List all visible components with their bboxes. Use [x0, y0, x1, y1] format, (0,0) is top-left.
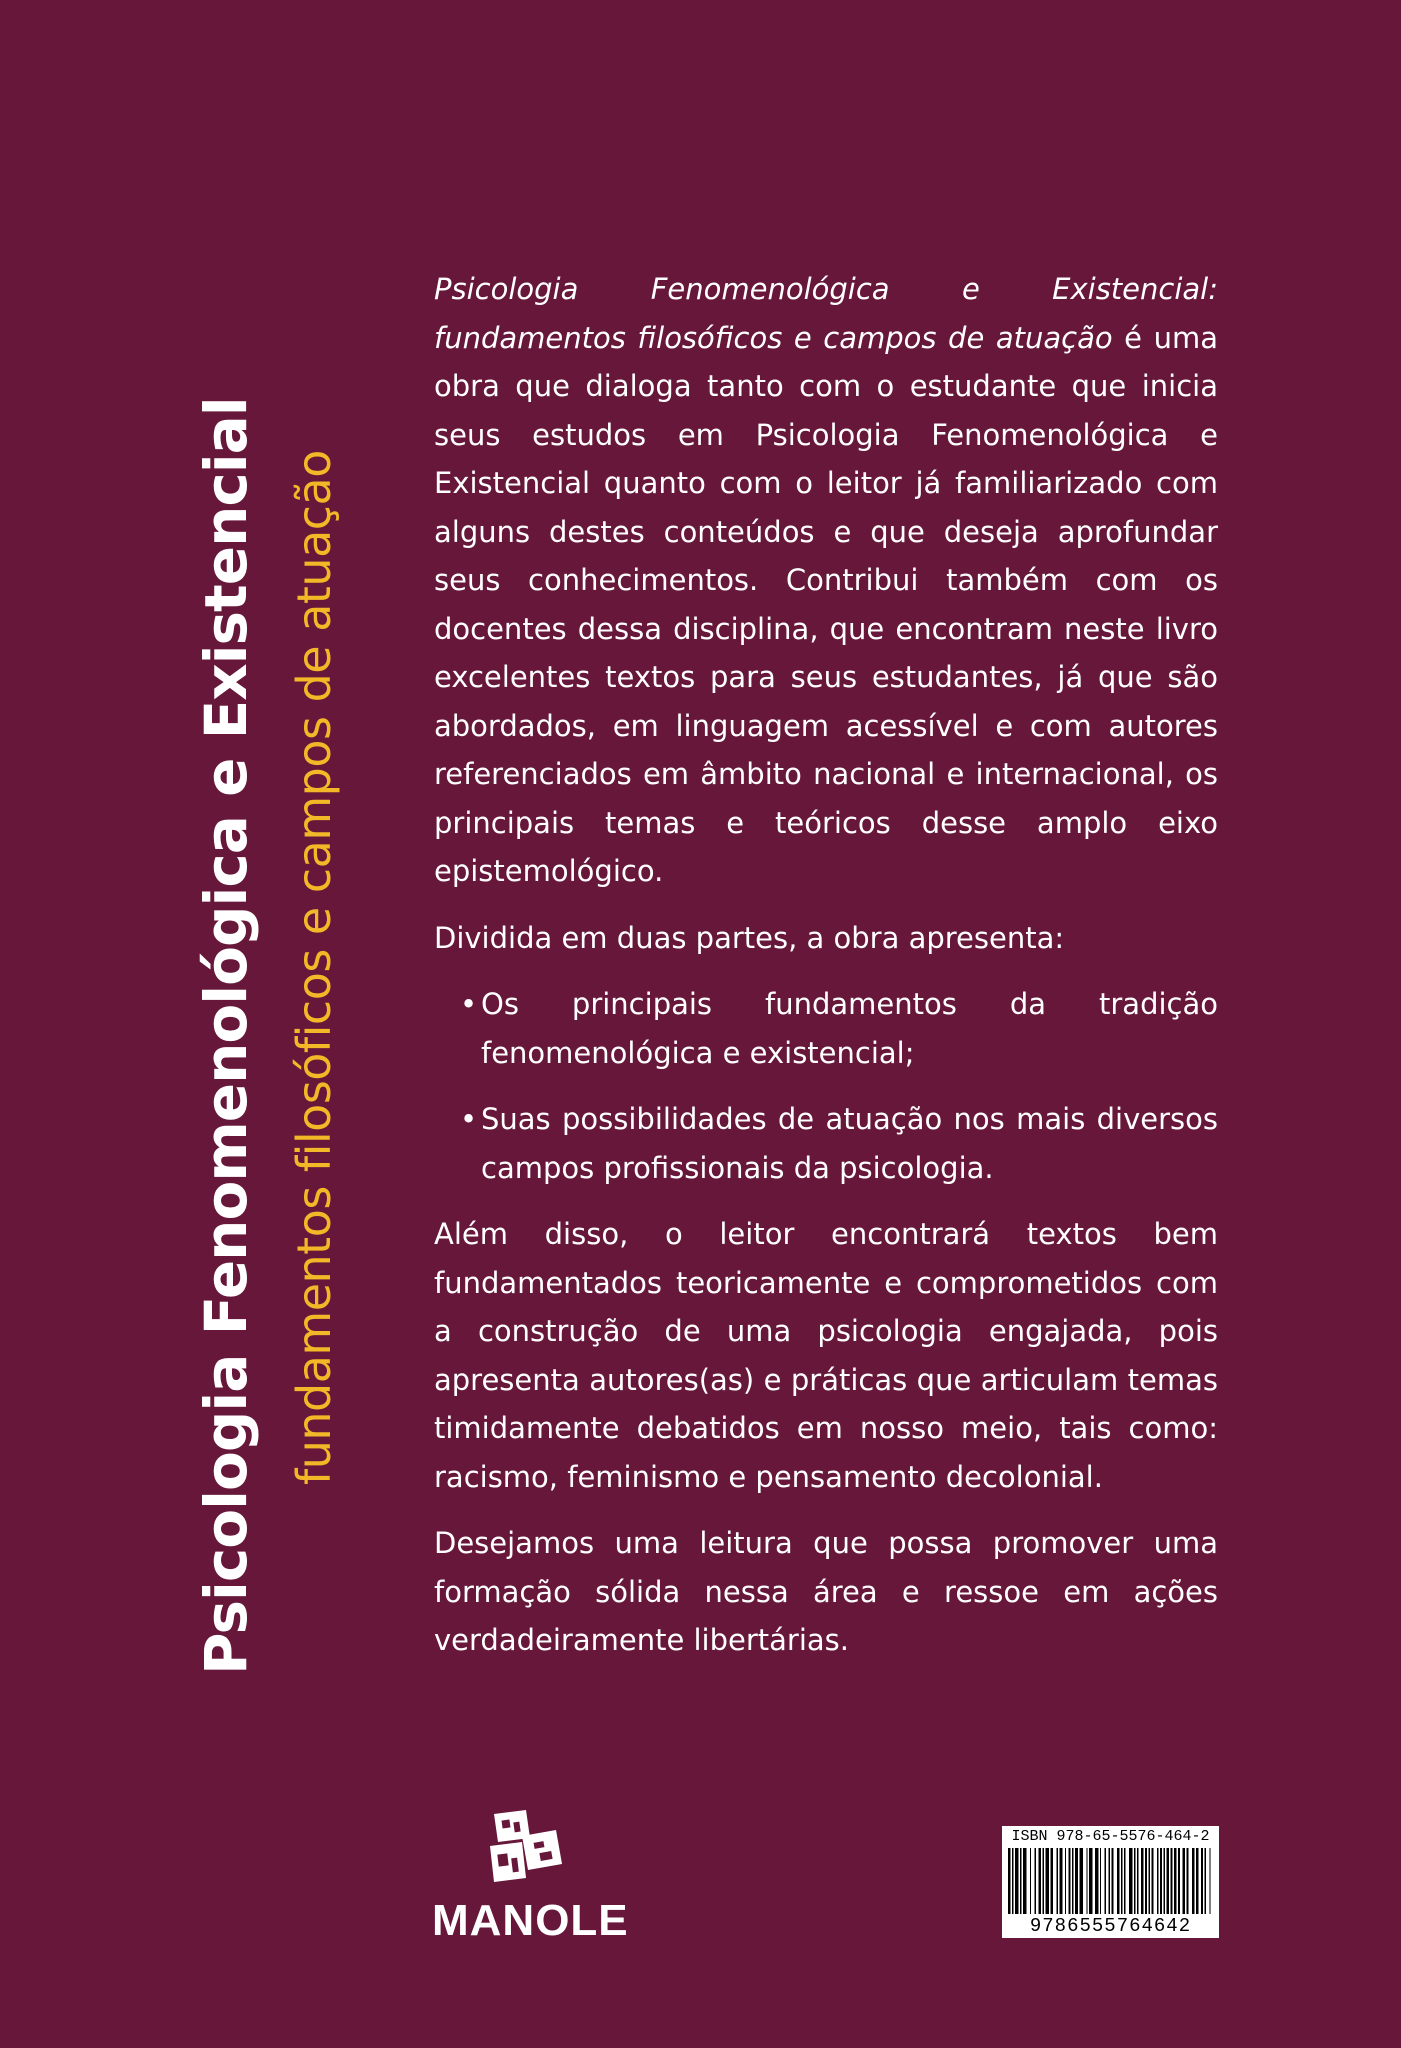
barcode-bar	[1051, 1848, 1054, 1914]
blurb-bullet-item	[434, 980, 1218, 1077]
barcode-bar	[1149, 1848, 1151, 1914]
barcode-bar	[1080, 1848, 1084, 1914]
blurb-paragraph-3: Além disso, o leitor encontrará textos bem fundamentados teoricamente e comprometidos com a construção de uma psicologia engajada, pois apresenta autores(as) e práticas que articulam temas timidamente debatidos em nosso meio, tais como: racismo, feminismo e pensamento decolonial.	[434, 1217, 1218, 1494]
barcode-bar	[1072, 1848, 1074, 1914]
barcode-bar	[1015, 1848, 1019, 1914]
barcode-bar	[1112, 1848, 1114, 1914]
barcode-bar	[1117, 1848, 1120, 1914]
barcode-bar	[1201, 1848, 1203, 1914]
barcode-bar	[1196, 1848, 1199, 1914]
blurb-bullet-item	[434, 1095, 1218, 1192]
barcode-bar	[1174, 1848, 1177, 1914]
barcode-bar	[1008, 1848, 1011, 1914]
publisher-name: MANOLE	[432, 1896, 629, 1945]
barcode-bar	[1171, 1848, 1173, 1914]
barcode-bar	[1069, 1848, 1071, 1914]
barcode-bar	[1075, 1848, 1078, 1914]
barcode-bar	[1134, 1848, 1136, 1914]
bullet-dot-icon: •	[460, 1102, 478, 1136]
barcode-digits: 9786555764642	[1029, 1915, 1192, 1937]
book-stack-logo-icon	[486, 1808, 566, 1888]
barcode-bar	[1167, 1848, 1170, 1914]
barcode-bar	[1012, 1848, 1014, 1914]
barcode-bar	[1164, 1848, 1166, 1914]
barcode-bar	[1137, 1848, 1139, 1914]
barcode-bar	[1105, 1848, 1107, 1914]
barcode-bar	[1060, 1848, 1063, 1914]
barcode-bar	[1109, 1848, 1111, 1914]
barcode-bar	[1183, 1848, 1186, 1914]
barcode-bar	[1046, 1848, 1050, 1914]
barcode-bar	[1152, 1848, 1154, 1914]
blurb-bullet-text: Os principais fundamentos da tradição fenomenológica e existencial;	[481, 987, 1218, 1070]
barcode-bar	[1205, 1848, 1207, 1914]
blurb-paragraph-4: Desejamos uma leitura que possa promover uma formação sólida nessa área e ressoe em ações verdadeiramente libertárias.	[434, 1526, 1218, 1657]
blurb-parts-intro: Dividida em duas partes, a obra apresenta:	[434, 920, 1065, 955]
blurb-text	[434, 265, 1218, 1683]
barcode-bar	[1210, 1848, 1211, 1914]
publisher-logo	[432, 1808, 629, 1948]
barcode-bar	[1023, 1848, 1027, 1914]
barcode-bar	[1187, 1848, 1189, 1914]
barcode-bar	[1057, 1848, 1059, 1914]
barcode-bar	[1043, 1848, 1045, 1914]
blurb-intro-rest: é uma obra que dialoga tanto com o estudante que inicia seus estudos em Psicologia Fenomenológica e Existencial quanto com o leitor já familiarizado com alguns destes conteúdos e que deseja aprofundar seus conhecimentos. Contribui também com os docentes dessa disciplina, que encontram neste livro excelentes textos para seus estudantes, já que são abordados, em linguagem acessível e com autores referenciados em âmbito nacional e internacional, os principais temas e teóricos desse amplo eixo epistemológico.	[434, 320, 1218, 888]
isbn-barcode	[1002, 1826, 1219, 1938]
barcode-bar	[1035, 1848, 1037, 1914]
book-title-vertical: Psicologia Fenomenológica e Existencial	[192, 397, 260, 1675]
blurb-intro-italic: Psicologia Fenomenológica e Existencial: fundamentos filosóficos e campos de atuação	[434, 272, 1218, 355]
barcode-bar	[1100, 1848, 1101, 1914]
barcode-bars	[1006, 1848, 1215, 1916]
barcode-bar	[1157, 1848, 1159, 1914]
barcode-bar	[1124, 1848, 1126, 1914]
barcode-bar	[1039, 1848, 1042, 1914]
blurb-bullet-list	[434, 980, 1218, 1192]
book-subtitle-vertical: fundamentos filosóficos e campos de atuação	[287, 450, 341, 1485]
barcode-bar	[1129, 1848, 1133, 1914]
barcode-bar	[1192, 1848, 1195, 1914]
barcode-bar	[1087, 1848, 1088, 1914]
barcode-bar	[1030, 1848, 1031, 1914]
barcode-bar	[1089, 1848, 1093, 1914]
barcode-bar	[1178, 1848, 1180, 1914]
barcode-bar	[1121, 1848, 1123, 1914]
barcode-bar	[1095, 1848, 1099, 1914]
bullet-dot-icon: •	[460, 987, 478, 1021]
barcode-bar	[1160, 1848, 1162, 1914]
barcode-bar	[1065, 1848, 1066, 1914]
isbn-label: ISBN 978-65-5576-464-2	[1011, 1828, 1210, 1845]
barcode-bar	[1141, 1848, 1144, 1914]
barcode-bar	[1145, 1848, 1147, 1914]
barcode-bar	[1020, 1848, 1022, 1914]
blurb-paragraph-intro	[434, 265, 1218, 896]
blurb-bullet-text: Suas possibilidades de atuação nos mais diversos campos profissionais da psicologia.	[481, 1102, 1218, 1185]
